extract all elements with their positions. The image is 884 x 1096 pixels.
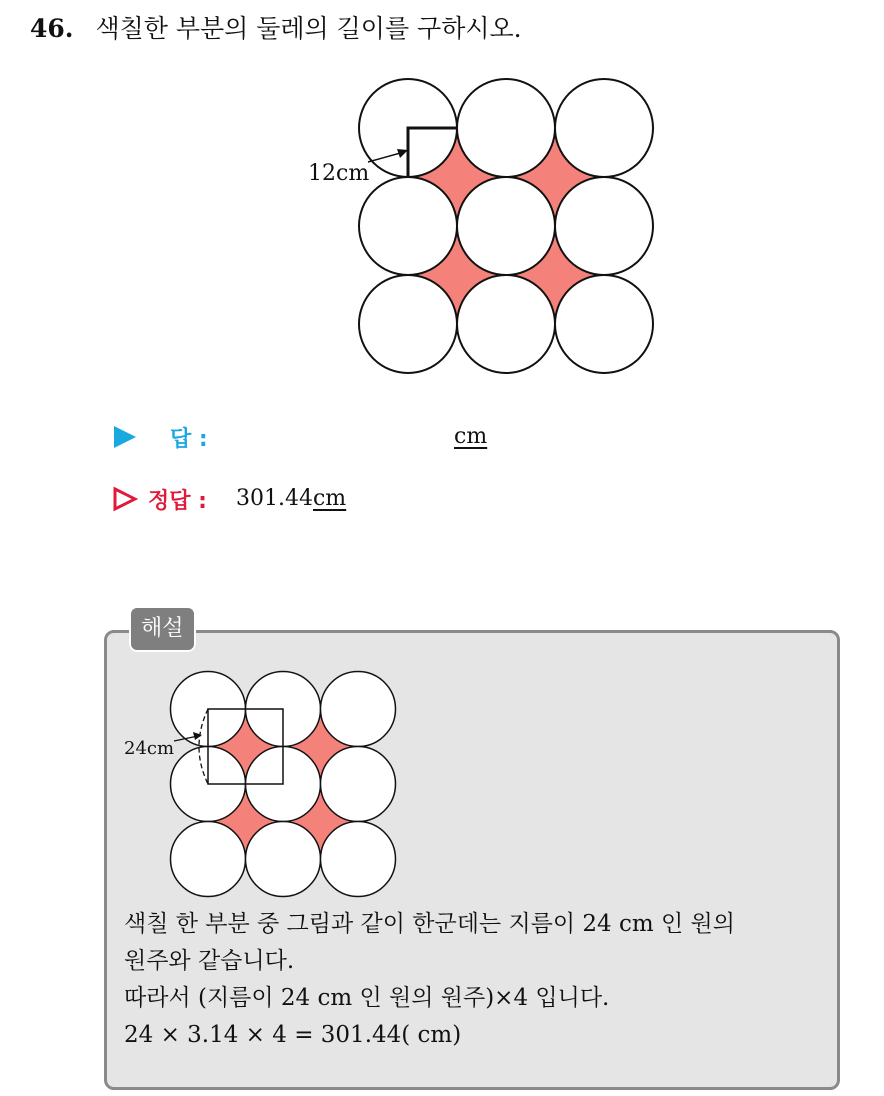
correct-answer-unit: cm — [312, 486, 347, 511]
correct-answer-row — [112, 480, 632, 520]
circle — [321, 747, 396, 822]
correct-answer-number: 301.44 — [236, 486, 313, 511]
circle — [321, 672, 396, 747]
figure-label: 12cm — [308, 161, 370, 186]
circle — [555, 79, 653, 177]
answer-label: 답 : — [170, 427, 208, 452]
circle — [171, 822, 246, 897]
circle — [457, 275, 555, 373]
solution-text — [124, 906, 824, 1054]
solution-line: 따라서 (지름이 24 cm 인 원의 원주)×4 입니다. — [124, 985, 610, 1011]
answer-unit: cm — [454, 424, 488, 449]
circle — [555, 177, 653, 275]
question-figure — [300, 70, 670, 380]
circle — [321, 822, 396, 897]
circle-grid — [359, 79, 653, 373]
solution-tag: 해설 — [129, 606, 196, 652]
circle — [359, 275, 457, 373]
circle — [359, 177, 457, 275]
triangle-filled-icon — [112, 424, 138, 450]
question-text: 색칠한 부분의 둘레의 길이를 구하시오. — [95, 14, 522, 43]
answer-row — [112, 418, 632, 458]
question — [30, 12, 522, 46]
solution-line: 24 × 3.14 × 4 = 301.44( cm) — [124, 1022, 462, 1048]
solution-figure-label: 24cm — [124, 738, 175, 759]
circle — [246, 822, 321, 897]
circle — [457, 79, 555, 177]
circle — [457, 177, 555, 275]
solution-line: 색칠 한 부분 중 그림과 같이 한군데는 지름이 24 cm 인 원의 — [124, 911, 735, 937]
solution-figure — [118, 662, 408, 902]
correct-answer-value — [236, 486, 346, 511]
triangle-outline-icon — [112, 486, 138, 512]
correct-answer-label: 정답 : — [148, 489, 207, 514]
circle — [555, 275, 653, 373]
solution-line: 원주와 같습니다. — [124, 948, 295, 974]
question-number: 46. — [30, 14, 74, 43]
